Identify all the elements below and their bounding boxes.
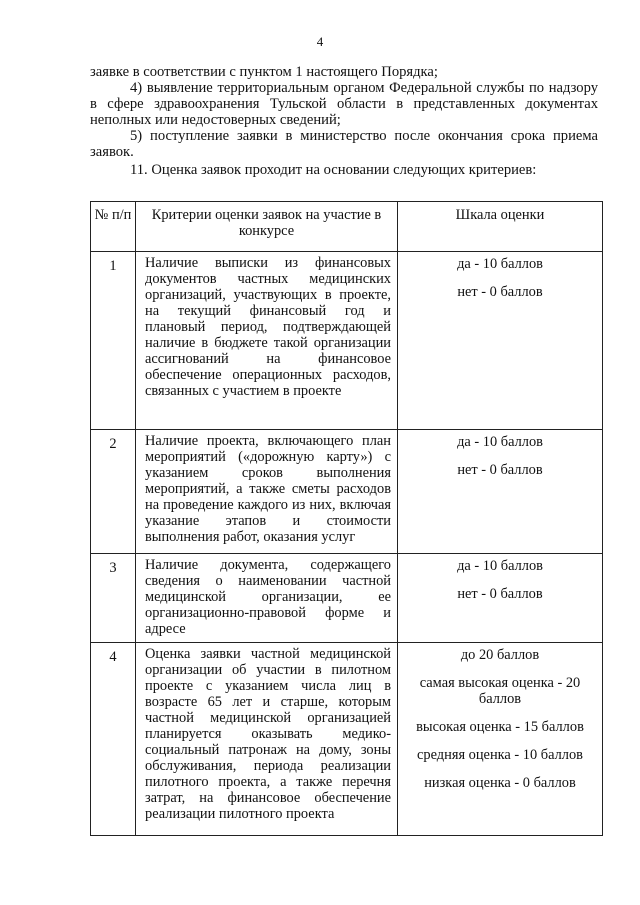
row-criteria: Наличие выписки из финансовых документов частных медицинских организаций, участвующих в проекте, на текущий финансовый год и плановый период, подтверждающей наличие в бюджете такой организации ассигнований на финансовое обеспечение операционных расходов, связанных с участием в проекте <box>136 252 398 430</box>
criteria-table <box>90 201 603 836</box>
row-number: 1 <box>91 252 136 430</box>
header-criteria: Критерии оценки заявок на участие в конкурсе <box>136 202 398 252</box>
table-row <box>91 554 603 643</box>
table-header-row <box>91 202 603 252</box>
row-scale <box>398 252 603 430</box>
scale-option: самая высокая оценка - 20 баллов <box>419 675 581 707</box>
row-criteria: Оценка заявки частной медицинской организации об участии в пилотном проекте с указанием числа лиц в возрасте 65 лет и старше, которым частной медицинской организацией планируется оказывать медико-социальный патронаж на дому, зоны обслуживания, периода реализации пилотного проекта, а также перечня затрат, на финансовое обеспечение реализации пилотного проекта <box>136 643 398 836</box>
header-scale: Шкала оценки <box>398 202 603 252</box>
intro-text <box>90 64 598 178</box>
scale-option: нет - 0 баллов <box>457 462 543 478</box>
paragraph-item-4: 4) выявление территориальным органом Федеральной службы по надзору в сфере здравоохранения Тульской области в представленных документах неполных или недостоверных сведений; <box>90 80 598 128</box>
paragraph-11: 11. Оценка заявок проходит на основании следующих критериев: <box>130 162 537 178</box>
scale-option: нет - 0 баллов <box>457 284 543 300</box>
row-scale <box>398 643 603 836</box>
header-num: № п/п <box>91 202 136 252</box>
scale-option: до 20 баллов <box>460 647 540 663</box>
row-number: 2 <box>91 430 136 554</box>
scale-option: низкая оценка - 0 баллов <box>424 775 576 791</box>
scale-option: да - 10 баллов <box>457 558 543 574</box>
table-row <box>91 252 603 430</box>
table-row <box>91 430 603 554</box>
page-number: 4 <box>316 34 324 49</box>
row-scale <box>398 430 603 554</box>
row-criteria: Наличие документа, содержащего сведения о наименовании частной медицинской организации, ее организационно-правовой форме и адресе <box>136 554 398 643</box>
scale-option: средняя оценка - 10 баллов <box>417 747 583 763</box>
scale-option: нет - 0 баллов <box>457 586 543 602</box>
scale-option: высокая оценка - 15 баллов <box>416 719 584 735</box>
row-criteria: Наличие проекта, включающего план мероприятий («дорожную карту») с указанием сроков выполнения мероприятий, а также сметы расходов на проведение каждого из них, включая указание этапов и стоимости выполнения работ, оказания услуг <box>136 430 398 554</box>
scale-option: да - 10 баллов <box>457 434 543 450</box>
paragraph-continuation: заявке в соответствии с пунктом 1 настоящего Порядка; <box>90 64 438 80</box>
paragraph-item-5: 5) поступление заявки в министерство после окончания срока приема заявок. <box>90 128 598 160</box>
row-scale <box>398 554 603 643</box>
row-number: 4 <box>91 643 136 836</box>
table-row <box>91 643 603 836</box>
scale-option: да - 10 баллов <box>457 256 543 272</box>
row-number: 3 <box>91 554 136 643</box>
